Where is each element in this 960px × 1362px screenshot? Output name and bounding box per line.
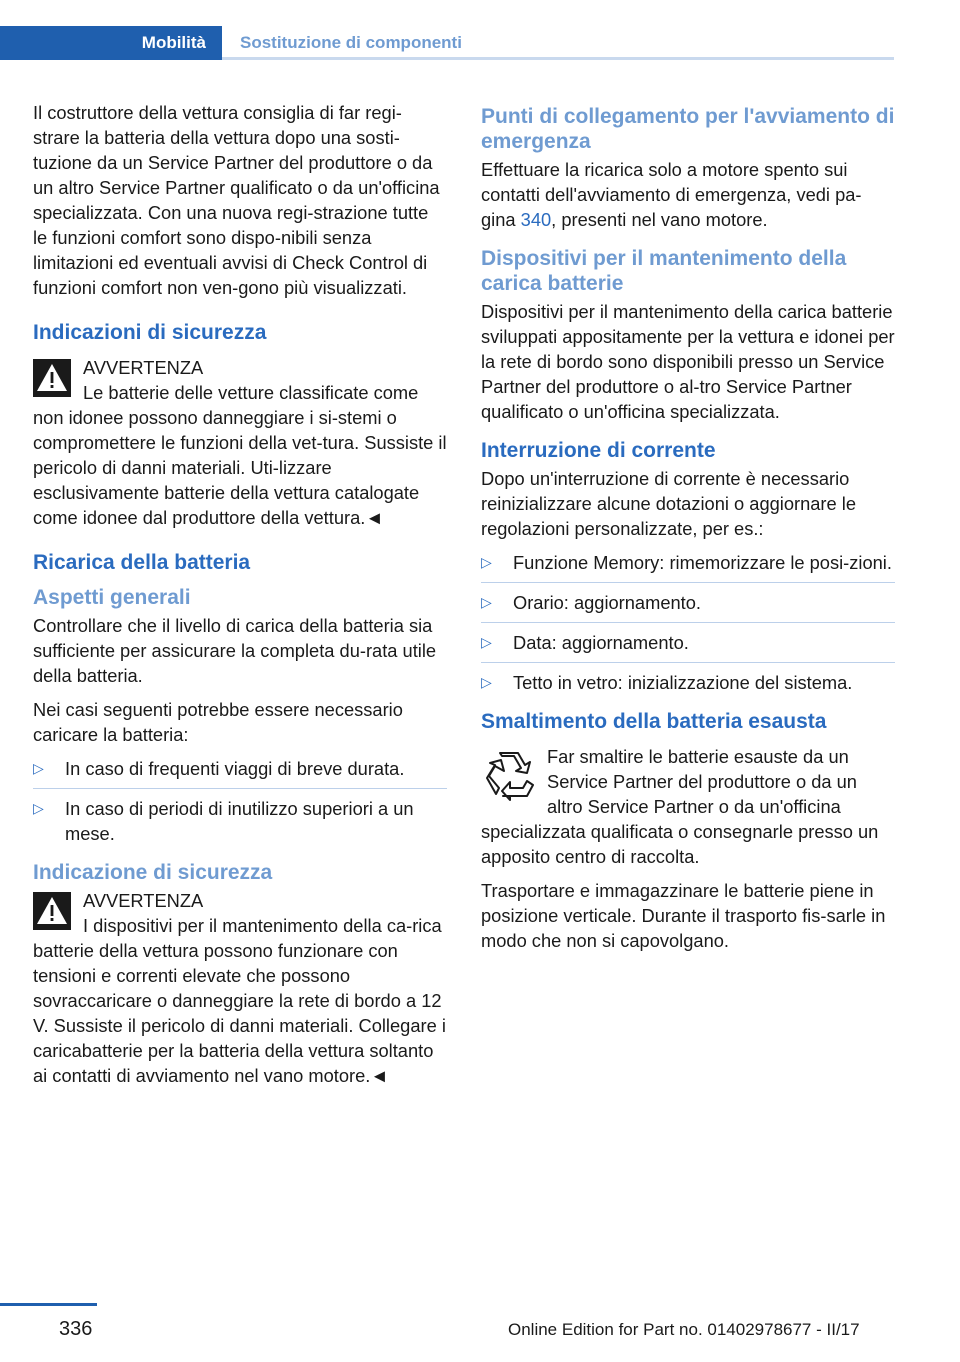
list-item: ▷ In caso di periodi di inutilizzo superiori a un mese.: [33, 798, 414, 844]
charge-list: [33, 756, 447, 846]
maintainer-paragraph: Dispositivi per il mantenimento della carica batterie sviluppati appositamente per la vettura e idonei per la rete di bordo sono disponibili presso un Service Partner del produttore o al-tro Service Partner qualificato o un'officina specializzata.: [481, 301, 895, 422]
power-interruption-paragraph: Dopo un'interruzione di corrente è necessario reinizializzare alcune dotazioni o aggiornare le regolazioni personalizzate, per es.:: [481, 468, 856, 539]
power-interruption-heading: Interruzione di corrente: [481, 439, 716, 462]
list-item: ▷ Tetto in vetro: inizializzazione del sistema.: [481, 672, 853, 693]
page-number: 336: [59, 1318, 93, 1340]
header-chapter-tab: Mobilità: [0, 26, 222, 60]
safety2-heading: Indicazione di sicurezza: [33, 861, 273, 884]
intro-paragraph: Il costruttore della vettura consiglia di far regi-strare la batteria della vettura dopo una sosti-tuzione da un Service Partner del produttore o da un altro Service Partner qualificato o da un'officina specializzata. Con una nuova regi-strazione tutte le funzioni comfort sono dispo-nibili senza limitazioni ed eventuali avvisi di Check Control di funzioni comfort non ven-gono più visualizzati.: [33, 102, 440, 298]
warning-text: I dispositivi per il mantenimento della ca-rica batterie della vettura possono funzionare con tensioni e correnti elevate che possono sovraccaricare o danneggiare la rete di bordo a 12 V. Sussiste il pericolo di danni materiali. Collegare i caricabatterie per la batteria della vettura soltanto ai contatti di avviamento nel vano motore.◄: [33, 915, 446, 1086]
list-item: ▷ In caso di frequenti viaggi di breve durata.: [33, 756, 447, 789]
warning-text: Le batterie delle vetture classificate come non idonee possono danneggiare i si-stemi o compromettere le funzioni della vet-tura. Sussiste il pericolo di danni materiali. Uti-lizzare esclusivamente batterie della vettura catalogate come idonee dal produttore della vettura.◄: [33, 382, 447, 528]
warning-triangle-icon: [33, 359, 71, 397]
edition-label: Online Edition for Part no. 01402978677 - II/17: [508, 1320, 860, 1339]
disposal-paragraph-2: Trasportare e immagazzinare le batterie piene in posizione verticale. Durante il trasporto fis-sarle in modo che non si capovolgano.: [481, 880, 886, 951]
maintainer-heading: Dispositivi per il mantenimento della carica batterie: [481, 247, 847, 295]
general-heading: Aspetti generali: [33, 586, 191, 609]
list-item: ▷ Data: aggiornamento.: [481, 630, 895, 663]
charge-heading: Ricarica della batteria: [33, 551, 251, 574]
recycle-icon: [481, 748, 535, 802]
page-link[interactable]: 340: [520, 209, 552, 230]
warning-title: AVVERTENZA: [83, 357, 204, 378]
triangle-right-icon: ▷: [33, 760, 44, 776]
list-item: ▷ Orario: aggiornamento.: [481, 590, 895, 623]
warning-block-1: [33, 355, 447, 530]
power-list: [481, 550, 895, 695]
disposal-block: [481, 744, 895, 869]
general-paragraph-1: Controllare che il livello di carica della batteria sia sufficiente per assicurare la completa du-rata utile della batteria.: [33, 615, 437, 686]
triangle-right-icon: ▷: [481, 674, 492, 690]
triangle-right-icon: ▷: [481, 554, 492, 570]
left-column: [33, 100, 447, 1097]
right-column: [481, 100, 895, 962]
general-paragraph-2: Nei casi seguenti potrebbe essere necessario caricare la batteria:: [33, 699, 403, 745]
warning-triangle-icon: [33, 892, 71, 930]
footer-rule: [0, 1303, 97, 1306]
jump-start-heading: Punti di collegamento per l'avviamento di emergenza: [481, 105, 895, 153]
disposal-paragraph-1: Far smaltire le batterie esauste da un Service Partner del produttore o da un altro Service Partner o da un'officina specializzata qualificata o consegnarle presso un apposito centro di raccolta.: [481, 746, 879, 867]
warning-title: AVVERTENZA: [83, 890, 204, 911]
warning-block-2: [33, 888, 447, 1088]
header-section-tab: Sostituzione di componenti: [222, 26, 894, 60]
list-item: ▷ Funzione Memory: rimemorizzare le posi-zioni.: [481, 550, 895, 583]
safety-heading: Indicazioni di sicurezza: [33, 321, 267, 344]
jump-start-paragraph: Effettuare la ricarica solo a motore spento sui contatti dell'avviamento di emergenza, vedi pa-gina 340, presenti nel vano motore.: [481, 159, 862, 230]
triangle-right-icon: ▷: [481, 594, 492, 610]
triangle-right-icon: ▷: [33, 800, 44, 816]
disposal-heading: Smaltimento della batteria esausta: [481, 710, 827, 733]
triangle-right-icon: ▷: [481, 634, 492, 650]
